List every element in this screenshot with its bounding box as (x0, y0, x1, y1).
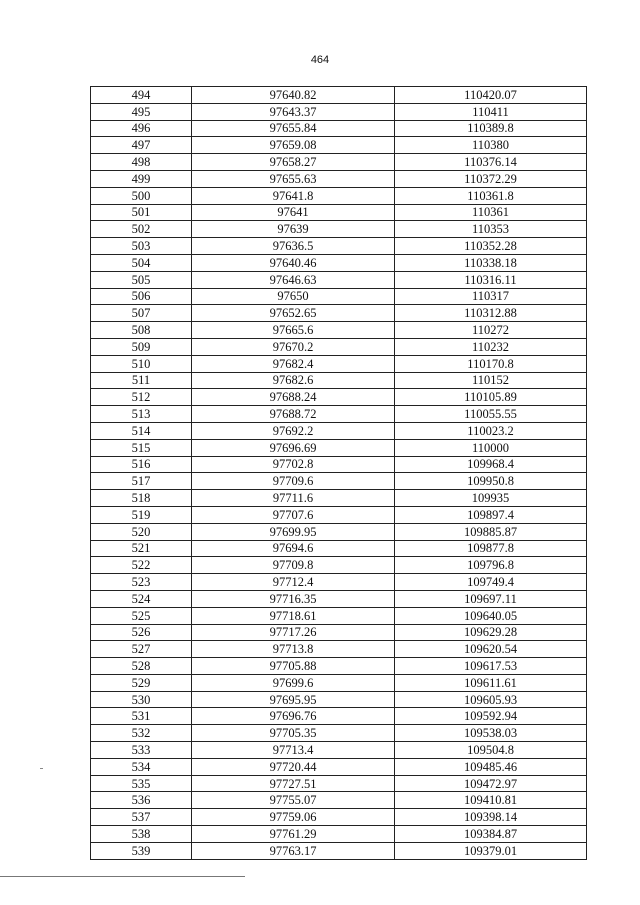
table-row (91, 540, 587, 557)
point-number-cell: 512 (91, 389, 192, 406)
x-coordinate-cell: 97670.2 (192, 338, 395, 355)
y-coordinate-cell: 109968.4 (395, 456, 587, 473)
y-coordinate-cell: 110389.8 (395, 120, 587, 137)
x-coordinate-cell: 97713.4 (192, 742, 395, 759)
table-row (91, 322, 587, 339)
y-coordinate-cell: 109640.05 (395, 607, 587, 624)
y-coordinate-cell: 110316.11 (395, 271, 587, 288)
table-row (91, 641, 587, 658)
table-row (91, 254, 587, 271)
table-row (91, 103, 587, 120)
y-coordinate-cell: 110272 (395, 322, 587, 339)
table-row (91, 607, 587, 624)
point-number-cell: 526 (91, 624, 192, 641)
x-coordinate-cell: 97682.6 (192, 372, 395, 389)
table-row (91, 590, 587, 607)
x-coordinate-cell: 97636.5 (192, 238, 395, 255)
point-number-cell: 503 (91, 238, 192, 255)
point-number-cell: 513 (91, 406, 192, 423)
point-number-cell: 521 (91, 540, 192, 557)
table-row (91, 557, 587, 574)
y-coordinate-cell: 110420.07 (395, 87, 587, 104)
table-row (91, 708, 587, 725)
point-number-cell: 539 (91, 842, 192, 859)
y-coordinate-cell: 110361.8 (395, 187, 587, 204)
y-coordinate-cell: 109749.4 (395, 574, 587, 591)
x-coordinate-cell: 97652.65 (192, 305, 395, 322)
table-row (91, 406, 587, 423)
y-coordinate-cell: 109611.61 (395, 674, 587, 691)
x-coordinate-cell: 97720.44 (192, 758, 395, 775)
x-coordinate-cell: 97688.72 (192, 406, 395, 423)
table-row (91, 809, 587, 826)
table-row (91, 204, 587, 221)
y-coordinate-cell: 110023.2 (395, 422, 587, 439)
table-row (91, 691, 587, 708)
y-coordinate-cell: 110317 (395, 288, 587, 305)
point-number-cell: 528 (91, 658, 192, 675)
table-row (91, 305, 587, 322)
y-coordinate-cell: 110380 (395, 137, 587, 154)
x-coordinate-cell: 97655.63 (192, 170, 395, 187)
table-row (91, 170, 587, 187)
coordinates-table-body (91, 87, 587, 860)
point-number-cell: 517 (91, 473, 192, 490)
point-number-cell: 511 (91, 372, 192, 389)
table-row (91, 742, 587, 759)
y-coordinate-cell: 110232 (395, 338, 587, 355)
point-number-cell: 538 (91, 826, 192, 843)
point-number-cell: 532 (91, 725, 192, 742)
y-coordinate-cell: 110312.88 (395, 305, 587, 322)
table-row (91, 238, 587, 255)
table-row (91, 775, 587, 792)
y-coordinate-cell: 109398.14 (395, 809, 587, 826)
y-coordinate-cell: 110352.28 (395, 238, 587, 255)
point-number-cell: 534 (91, 758, 192, 775)
point-number-cell: 533 (91, 742, 192, 759)
point-number-cell: 524 (91, 590, 192, 607)
point-number-cell: 494 (91, 87, 192, 104)
x-coordinate-cell: 97640.46 (192, 254, 395, 271)
x-coordinate-cell: 97641.8 (192, 187, 395, 204)
point-number-cell: 502 (91, 221, 192, 238)
table-row (91, 154, 587, 171)
x-coordinate-cell: 97705.88 (192, 658, 395, 675)
table-row (91, 271, 587, 288)
table-row (91, 758, 587, 775)
y-coordinate-cell: 110338.18 (395, 254, 587, 271)
x-coordinate-cell: 97755.07 (192, 792, 395, 809)
y-coordinate-cell: 109885.87 (395, 523, 587, 540)
x-coordinate-cell: 97640.82 (192, 87, 395, 104)
x-coordinate-cell: 97699.6 (192, 674, 395, 691)
x-coordinate-cell: 97650 (192, 288, 395, 305)
point-number-cell: 501 (91, 204, 192, 221)
y-coordinate-cell: 110055.55 (395, 406, 587, 423)
table-row (91, 574, 587, 591)
x-coordinate-cell: 97643.37 (192, 103, 395, 120)
table-row (91, 422, 587, 439)
point-number-cell: 507 (91, 305, 192, 322)
x-coordinate-cell: 97702.8 (192, 456, 395, 473)
y-coordinate-cell: 109877.8 (395, 540, 587, 557)
x-coordinate-cell: 97713.8 (192, 641, 395, 658)
table-row (91, 826, 587, 843)
table-row (91, 338, 587, 355)
point-number-cell: 518 (91, 490, 192, 507)
table-row (91, 456, 587, 473)
x-coordinate-cell: 97716.35 (192, 590, 395, 607)
y-coordinate-cell: 110170.8 (395, 355, 587, 372)
point-number-cell: 514 (91, 422, 192, 439)
x-coordinate-cell: 97692.2 (192, 422, 395, 439)
x-coordinate-cell: 97696.69 (192, 439, 395, 456)
point-number-cell: 537 (91, 809, 192, 826)
x-coordinate-cell: 97641 (192, 204, 395, 221)
x-coordinate-cell: 97682.4 (192, 355, 395, 372)
x-coordinate-cell: 97639 (192, 221, 395, 238)
y-coordinate-cell: 109410.81 (395, 792, 587, 809)
point-number-cell: 527 (91, 641, 192, 658)
table-row (91, 506, 587, 523)
y-coordinate-cell: 110353 (395, 221, 587, 238)
y-coordinate-cell: 109620.54 (395, 641, 587, 658)
x-coordinate-cell: 97699.95 (192, 523, 395, 540)
x-coordinate-cell: 97646.63 (192, 271, 395, 288)
point-number-cell: 525 (91, 607, 192, 624)
x-coordinate-cell: 97705.35 (192, 725, 395, 742)
table-row (91, 389, 587, 406)
point-number-cell: 499 (91, 170, 192, 187)
point-number-cell: 520 (91, 523, 192, 540)
table-row (91, 87, 587, 104)
y-coordinate-cell: 110411 (395, 103, 587, 120)
x-coordinate-cell: 97694.6 (192, 540, 395, 557)
x-coordinate-cell: 97718.61 (192, 607, 395, 624)
table-row (91, 490, 587, 507)
point-number-cell: 495 (91, 103, 192, 120)
table-row (91, 288, 587, 305)
table-row (91, 725, 587, 742)
y-coordinate-cell: 109796.8 (395, 557, 587, 574)
x-coordinate-cell: 97711.6 (192, 490, 395, 507)
y-coordinate-cell: 109935 (395, 490, 587, 507)
point-number-cell: 497 (91, 137, 192, 154)
table-row (91, 842, 587, 859)
point-number-cell: 506 (91, 288, 192, 305)
y-coordinate-cell: 109605.93 (395, 691, 587, 708)
table-row (91, 372, 587, 389)
table-row (91, 120, 587, 137)
y-coordinate-cell: 110152 (395, 372, 587, 389)
y-coordinate-cell: 110372.29 (395, 170, 587, 187)
x-coordinate-cell: 97665.6 (192, 322, 395, 339)
y-coordinate-cell: 109697.11 (395, 590, 587, 607)
point-number-cell: 496 (91, 120, 192, 137)
y-coordinate-cell: 109504.8 (395, 742, 587, 759)
x-coordinate-cell: 97759.06 (192, 809, 395, 826)
x-coordinate-cell: 97695.95 (192, 691, 395, 708)
point-number-cell: 508 (91, 322, 192, 339)
point-number-cell: 505 (91, 271, 192, 288)
point-number-cell: 536 (91, 792, 192, 809)
y-coordinate-cell: 110105.89 (395, 389, 587, 406)
y-coordinate-cell: 109950.8 (395, 473, 587, 490)
point-number-cell: 515 (91, 439, 192, 456)
y-coordinate-cell: 110361 (395, 204, 587, 221)
table-row (91, 674, 587, 691)
y-coordinate-cell: 109617.53 (395, 658, 587, 675)
y-coordinate-cell: 110000 (395, 439, 587, 456)
y-coordinate-cell: 110376.14 (395, 154, 587, 171)
footer-rule (0, 876, 245, 877)
table-row (91, 473, 587, 490)
y-coordinate-cell: 109379.01 (395, 842, 587, 859)
point-number-cell: 500 (91, 187, 192, 204)
coordinates-table (90, 86, 587, 860)
y-coordinate-cell: 109629.28 (395, 624, 587, 641)
point-number-cell: 535 (91, 775, 192, 792)
x-coordinate-cell: 97655.84 (192, 120, 395, 137)
table-row (91, 792, 587, 809)
point-number-cell: 519 (91, 506, 192, 523)
point-number-cell: 504 (91, 254, 192, 271)
x-coordinate-cell: 97696.76 (192, 708, 395, 725)
table-row (91, 355, 587, 372)
point-number-cell: 509 (91, 338, 192, 355)
point-number-cell: 531 (91, 708, 192, 725)
y-coordinate-cell: 109897.4 (395, 506, 587, 523)
table-row (91, 658, 587, 675)
x-coordinate-cell: 97709.6 (192, 473, 395, 490)
point-number-cell: 530 (91, 691, 192, 708)
y-coordinate-cell: 109538.03 (395, 725, 587, 742)
x-coordinate-cell: 97688.24 (192, 389, 395, 406)
y-coordinate-cell: 109592.94 (395, 708, 587, 725)
y-coordinate-cell: 109485.46 (395, 758, 587, 775)
x-coordinate-cell: 97712.4 (192, 574, 395, 591)
x-coordinate-cell: 97658.27 (192, 154, 395, 171)
point-number-cell: 498 (91, 154, 192, 171)
point-number-cell: 516 (91, 456, 192, 473)
table-row (91, 221, 587, 238)
x-coordinate-cell: 97717.26 (192, 624, 395, 641)
point-number-cell: 523 (91, 574, 192, 591)
page-number: 464 (310, 54, 330, 66)
y-coordinate-cell: 109472.97 (395, 775, 587, 792)
table-row (91, 624, 587, 641)
x-coordinate-cell: 97727.51 (192, 775, 395, 792)
table-row (91, 523, 587, 540)
x-coordinate-cell: 97659.08 (192, 137, 395, 154)
x-coordinate-cell: 97709.8 (192, 557, 395, 574)
point-number-cell: 522 (91, 557, 192, 574)
y-coordinate-cell: 109384.87 (395, 826, 587, 843)
table-row (91, 187, 587, 204)
table-row (91, 439, 587, 456)
margin-mark (40, 768, 43, 769)
x-coordinate-cell: 97763.17 (192, 842, 395, 859)
point-number-cell: 510 (91, 355, 192, 372)
table-row (91, 137, 587, 154)
x-coordinate-cell: 97707.6 (192, 506, 395, 523)
point-number-cell: 529 (91, 674, 192, 691)
x-coordinate-cell: 97761.29 (192, 826, 395, 843)
